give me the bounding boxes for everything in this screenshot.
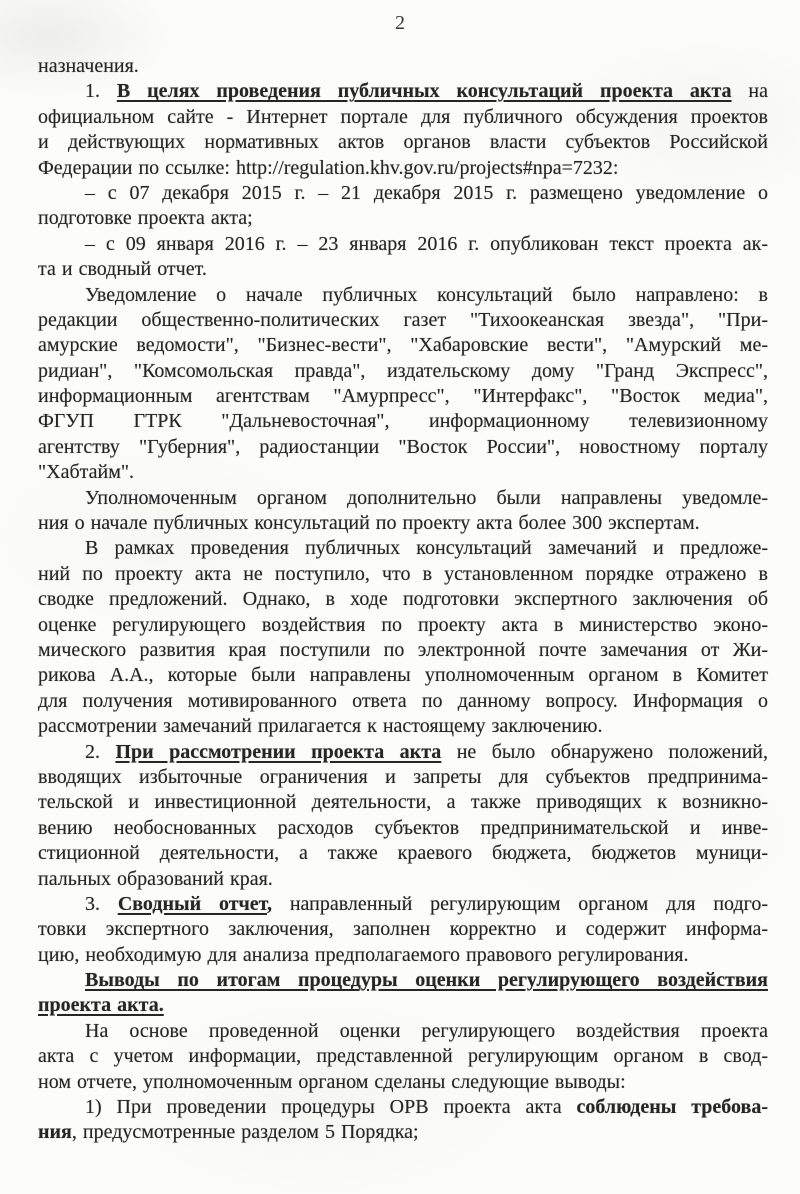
text-line bbox=[38, 1070, 768, 1095]
text-segment: вению необоснованных расходов субъектов предпринимательской и инве- bbox=[38, 816, 768, 839]
text-line bbox=[38, 663, 768, 688]
text-line bbox=[38, 993, 768, 1018]
text-segment: акта с учетом информации, представленной регулирующим органом в свод- bbox=[38, 1045, 768, 1068]
document-body bbox=[38, 54, 768, 1146]
emphasized-text: проекта акта. bbox=[38, 994, 164, 1017]
text-line bbox=[38, 536, 768, 561]
text-segment: цию, необходимую для анализа предполагаемого правового регулирования. bbox=[38, 943, 689, 966]
text-segment: 1) При проведении процедуры ОРВ проекта акта bbox=[85, 1096, 577, 1119]
text-line bbox=[38, 638, 768, 663]
text-line bbox=[38, 511, 768, 536]
text-segment: ридиан", "Комсомольская правда", издательскому дому "Гранд Экспресс", bbox=[38, 359, 768, 382]
text-line bbox=[38, 867, 768, 892]
text-line bbox=[38, 816, 768, 841]
text-segment: ФГУП ГТРК "Дальневосточная", информационному телевизионному bbox=[38, 410, 768, 433]
text-segment: информационным агентствам "Амурпресс", "Интерфакс", "Восток медиа", bbox=[38, 385, 768, 408]
text-line bbox=[38, 587, 768, 612]
text-line bbox=[38, 1095, 768, 1120]
text-line bbox=[38, 181, 768, 206]
text-segment: На основе проведенной оценки регулирующего воздействия проекта bbox=[85, 1019, 768, 1042]
text-line bbox=[38, 257, 768, 282]
text-line bbox=[38, 206, 768, 231]
text-line bbox=[38, 892, 768, 917]
text-segment: амурские ведомости", "Бизнес-вести", "Хабаровские вести", "Амурский ме- bbox=[38, 334, 768, 357]
emphasized-text: Выводы по итогам процедуры оценки регулирующего воздействия bbox=[85, 969, 768, 992]
text-segment: редакции общественно-политических газет "Тихоокеанская звезда", "При- bbox=[38, 308, 768, 331]
text-segment: вводящих избыточные ограничения и запреты для субъектов предпринима- bbox=[38, 765, 768, 788]
text-line bbox=[38, 1044, 768, 1069]
text-segment: ний по проекту акта не поступило, что в установленном порядке отражено в bbox=[38, 562, 768, 585]
text-segment: и действующих нормативных актов органов власти субъектов Российской bbox=[38, 131, 768, 154]
text-line bbox=[38, 714, 768, 739]
text-line bbox=[38, 740, 768, 765]
text-segment: оценке регулирующего воздействия по проекту акта в министерство эконо- bbox=[38, 613, 768, 636]
page-number: 2 bbox=[395, 12, 405, 34]
text-segment: рассмотрении замечаний прилагается к настоящему заключению. bbox=[38, 715, 603, 738]
text-segment: – с 09 января 2016 г. – 23 января 2016 г. опубликован текст проекта ак- bbox=[85, 232, 768, 255]
text-line bbox=[38, 486, 768, 511]
text-segment: сводке предложений. Однако, в ходе подготовки экспертного заключения об bbox=[38, 588, 768, 611]
text-segment: "Хабтайм". bbox=[38, 461, 135, 484]
text-segment: ния о начале публичных консультаций по проекту акта более 300 экспертам. bbox=[38, 512, 700, 535]
text-segment: подготовке проекта акта; bbox=[38, 207, 253, 230]
text-segment: рикова А.А., которые были направлены уполномоченным органом в Комитет bbox=[38, 664, 768, 687]
text-line bbox=[38, 79, 768, 104]
text-segment: 2. bbox=[85, 740, 116, 763]
emphasized-text: ния bbox=[38, 1121, 72, 1144]
text-line bbox=[38, 943, 768, 968]
text-segment: 3. bbox=[85, 892, 118, 915]
text-line bbox=[38, 841, 768, 866]
emphasized-text: соблюдены требова- bbox=[576, 1096, 768, 1119]
emphasized-text: При рассмотрении проекта акта bbox=[115, 740, 442, 763]
text-line bbox=[38, 917, 768, 942]
text-segment: тельской и инвестиционной деятельности, а также приводящих к возникно- bbox=[38, 791, 768, 814]
text-line bbox=[38, 790, 768, 815]
text-line bbox=[38, 156, 768, 181]
text-segment: официальном сайте - Интернет портале для публичного обсуждения проектов bbox=[38, 105, 768, 128]
text-line bbox=[38, 1019, 768, 1044]
text-line bbox=[38, 409, 768, 434]
text-segment: для получения мотивированного ответа по данному вопросу. Информация о bbox=[38, 689, 768, 712]
text-segment: – с 07 декабря 2015 г. – 21 декабря 2015 г. размещено уведомление о bbox=[85, 181, 768, 204]
text-line bbox=[38, 460, 768, 485]
text-line bbox=[38, 105, 768, 130]
text-segment: мического развития края поступили по электронной почте замечания от Жи- bbox=[38, 638, 768, 661]
text-segment: товки экспертного заключения, заполнен корректно и содержит информа- bbox=[38, 918, 768, 941]
text-segment: 1. bbox=[85, 80, 117, 103]
text-line bbox=[38, 765, 768, 790]
text-segment: Федерации по ссылке: http://regulation.khv.gov.ru/projects#npa=7232: bbox=[38, 156, 619, 179]
text-line bbox=[38, 333, 768, 358]
text-line bbox=[38, 232, 768, 257]
text-segment: Уведомление о начале публичных консультаций было направлено: в bbox=[85, 283, 768, 306]
text-line bbox=[38, 613, 768, 638]
emphasized-text: В целях проведения публичных консультаций проекта акта bbox=[116, 80, 732, 103]
text-segment: на bbox=[731, 80, 768, 103]
text-segment: ном отчете, уполномоченным органом сделаны следующие выводы: bbox=[38, 1070, 626, 1093]
text-line bbox=[38, 130, 768, 155]
text-segment: не было обнаружено положений, bbox=[441, 740, 768, 763]
text-line bbox=[38, 435, 768, 460]
text-line bbox=[38, 308, 768, 333]
text-segment: пальных образований края. bbox=[38, 867, 273, 890]
text-segment: , предусмотренные разделом 5 Порядка; bbox=[71, 1121, 419, 1144]
text-line bbox=[38, 384, 768, 409]
text-line bbox=[38, 54, 768, 79]
text-segment: Уполномоченным органом дополнительно были направлены уведомле- bbox=[85, 486, 768, 509]
text-line bbox=[38, 283, 768, 308]
text-segment: назначения. bbox=[38, 55, 139, 77]
text-line bbox=[38, 689, 768, 714]
text-segment: В рамках проведения публичных консультаций замечаний и предложе- bbox=[85, 537, 768, 560]
text-line bbox=[38, 968, 768, 993]
text-line bbox=[38, 1120, 768, 1145]
text-segment: стиционной деятельности, а также краевого бюджета, бюджетов муници- bbox=[38, 842, 768, 865]
emphasized-text: Сводный отчет bbox=[117, 892, 267, 915]
text-segment: направленный регулирующим органом для подго- bbox=[272, 892, 768, 915]
text-segment: агентству "Губерния", радиостанции "Восток России", новостному порталу bbox=[38, 435, 768, 458]
text-segment: та и сводный отчет. bbox=[38, 258, 207, 281]
text-line bbox=[38, 562, 768, 587]
emphasized-text: , bbox=[267, 892, 272, 915]
text-line bbox=[38, 359, 768, 384]
